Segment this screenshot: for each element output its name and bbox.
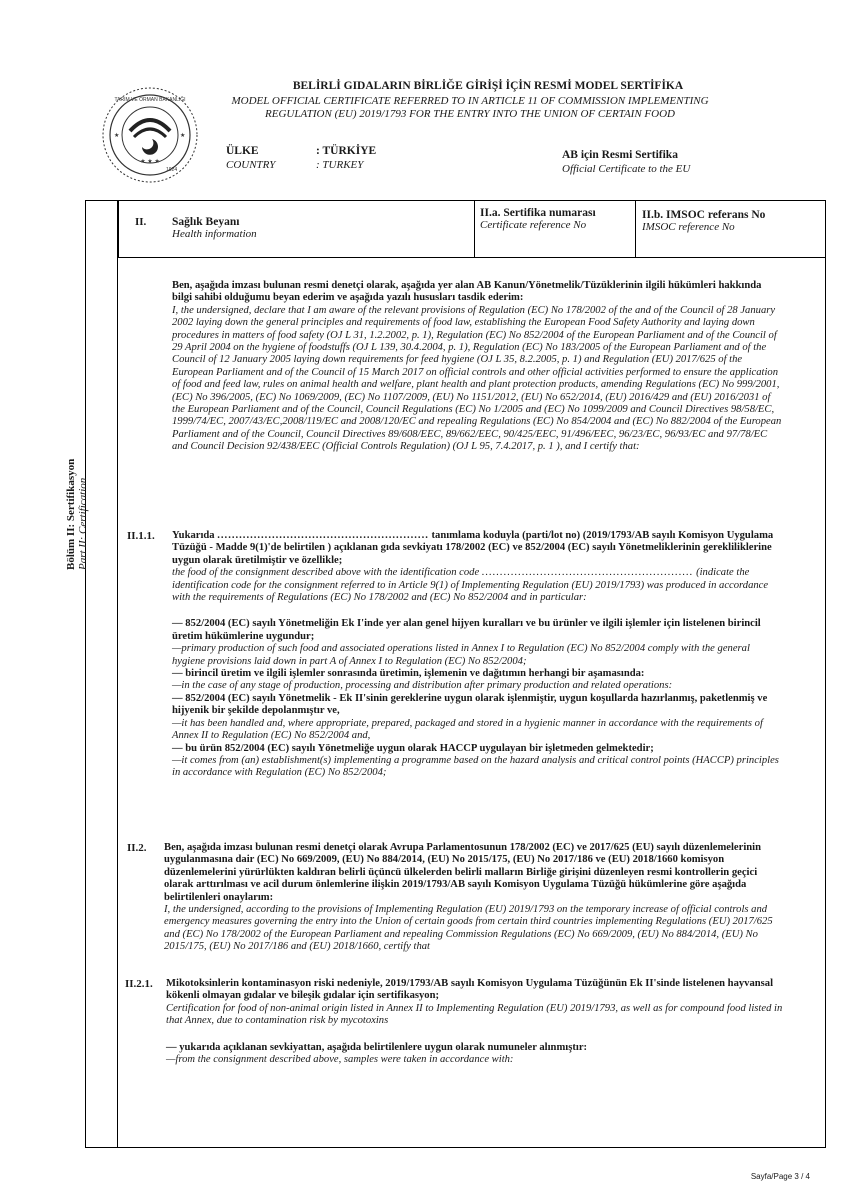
s121-tr: Mikotoksinlerin kontaminasyon riski nedeniyle, 2019/1793/AB sayılı Komisyon Uygulama Tüzüğünün Ek II'sinde listelenen hayvansal kökenli olmayan gıdalar ve bileşik gıdalar için sertifikasyon; <box>166 978 774 1002</box>
s111-tr-a: Yukarıda <box>172 530 215 541</box>
s121-block <box>166 978 784 1066</box>
s12-block <box>164 842 784 954</box>
s111-p3-tr: — 852/2004 (EC) sayılı Yönetmelik - Ek II'sinin gereklerine uygun olarak işlenmiştir, uygun koşullarda hazırlanmış, paketlenmiş ve hijyenik bir şekilde depolanmıştır ve, <box>172 692 768 717</box>
intro-tr: Ben, aşağıda imzası bulunan resmi denetçi olarak, aşağıda yer alan AB Kanun/Yönetmelik/Tüzüklerinin ilgili hükümleri hakkında bilgi sahibi olduğumu beyan ederim ve aşağıda yazılı hususları tasdik ederim: <box>172 280 762 304</box>
title-en-line-1: MODEL OFFICIAL CERTIFICATE REFERRED TO IN ARTICLE 11 OF COMMISSION IMPLEMENTING <box>231 95 709 107</box>
title-en <box>190 95 750 121</box>
cert-type-tr: AB için Resmi Sertifika <box>562 149 678 161</box>
ref-b-label-en: IMSOC reference No <box>642 221 735 233</box>
s111-en-a: the food of the consignment described above with the identification code <box>172 567 480 579</box>
s111-p4-en: —it comes from (an) establishment(s) implementing a programme based on the hazard analysis and critical control points (HACCP) principles in accordance with Regulation (EC) No 852/2004; <box>172 754 779 779</box>
side-label-en: Part II: Certification <box>77 477 89 570</box>
s121-en: Certification for food of non-animal origin listed in Annex II to Implementing Regulation (EU) 2019/1793, as well as for compound food listed in that Annex, due to contamination risk by mycotoxins <box>166 1002 783 1027</box>
s111-p4-tr: — bu ürün 852/2004 (EC) sayılı Yönetmeliğe uygun olarak HACCP uygulayan bir işletmeden gelmektedir; <box>172 742 654 754</box>
s12-tr: Ben, aşağıda imzası bulunan resmi denetçi olarak Avrupa Parlamentosunun 178/2002 (EC) ve 2017/625 (EU) sayılı düzenlemelerinin uygulanmasına dair (EC) No 669/2009, (EU) No 884/2014, (EU) No 2015/175, (EU) No 2017/186 ve (EU) 2018/1660 komisyon düzenlemelerini yürürlükten kaldıran belirli üçüncü ülkelerden belirli malların Birliğe girişini düzenleyen resmi kontrollerin geçici olarak arttırılması ve acil durum önlemlerine ilişkin 2019/1793/AB sayılı Komisyon Uygulama Tüzüğü hükümlerine göre aşağıda belirtilenleri onaylarım: <box>164 842 762 903</box>
section-title <box>172 216 257 240</box>
s111-en-b: (indicate the identification code for the consignment referred to in Article 9(1) of Implementing Regulation (EU) 2019/1793) was produced in accordance with the requirements of Regulations (EC) No 178/2002 and (EC) No 852/2004 and in particular: <box>172 567 769 604</box>
title-en-line-2: REGULATION (EU) 2019/1793 FOR THE ENTRY INTO THE UNION OF CERTAIN FOOD <box>265 108 675 120</box>
country-label-tr: ÜLKE <box>226 145 259 157</box>
s111-tr-dots: .......................................................... <box>217 530 429 541</box>
country-label-en: COUNTRY <box>226 159 276 171</box>
svg-text:★ ★ ★: ★ ★ ★ <box>140 159 160 165</box>
s121-p-tr: — yukarıda açıklanan sevkiyattan, aşağıda belirtilenlere uygun olarak numuneler alınmıştır: <box>166 1041 588 1053</box>
intro-paragraph <box>172 280 784 454</box>
ref-b <box>642 209 765 233</box>
section-num: II. <box>135 216 147 228</box>
country-value-tr: : TÜRKİYE <box>316 145 377 157</box>
s12-num: II.2. <box>127 842 147 854</box>
intro-en: I, the undersigned, declare that I am aware of the relevant provisions of Regulation (EC) No 178/2002 of the and of the Council of 28 January 2002 laying down the general principles and requirements of food law, establishing the European Food Safety Authority and laying down procedures in matters of food safety (OJ L 31, 1.2.2002, p. 1), Regulation (EC) No 852/2004 of the European Parliament and of the Council of 29 April 2004 on the hygiene of foodstuffs (OJ L 139, 30.4.2004, p. 1), Regulation (EC) No 183/2005 of the European Parliament and of the Council of 12 January 2005 laying down requirements for feed hygiene (OJ L 35, 8.2.2005, p. 1) and Regulation (EU) 2017/625 of the European Parliament and of the Council of 15 March 2017 on official controls and other official activities performed to ensure the application of food and feed law, rules on animal health and welfare, plant health and plant protection products, amending Regulations (EC) No 999/2001, (EC) No 396/2005, (EC) No 1069/2009, (EC) No 1107/2009, (EU) No 1151/2012, (EU) No 652/2014, (EU) 2016/429 and (EU) 2016/2031 of the European Parliament and of the Council, Council Regulations (EC) No 1/2005 and (EC) No 1099/2009 and Council Directives 98/58/EC, 1999/74/EC, 2007/43/EC,2008/119/EC and 2008/120/EC and repealing Regulations (EC) No 854/2004 and (EC) No 882/2004 of the European Parliament and of the Council, Council Directives 89/608/EEC, 89/662/EEC, 90/425/EEC, 91/496/EEC, 96/23/EC, 96/93/EC and 97/78/EC and Council Decision 92/438/EEC (Official Controls Regulation) (OJ L 95, 7.4.2017, p. 1 ), and I certify that: <box>172 304 782 453</box>
title-tr: BELİRLİ GIDALARIN BİRLİĞE GİRİŞİ İÇİN RESMİ MODEL SERTİFİKA <box>292 80 684 92</box>
ref-a-label-en: Certificate reference No <box>480 219 587 231</box>
s111-tr-b: tanımlama koduyla (parti/lot no) (2019/1793/AB sayılı Komisyon Uygulama Tüzüğü - Madde 9(1)'de belirtilen ) açıklanan gıda sevkiyatı 178/2002 (EC) ve 852/2004 (EC) sayılı Yönetmeliklerinin gerekliliklerine uygun olarak üretilmiştir ve özellikle; <box>172 530 774 566</box>
side-label-tr: Bölüm II: Sertifikasyon <box>65 458 77 570</box>
svg-text:TARIM VE ORMAN BAKANLIĞI: TARIM VE ORMAN BAKANLIĞI <box>114 97 186 103</box>
page-number: Sayfa/Page 3 / 4 <box>750 1172 810 1181</box>
country-value-en: : TURKEY <box>316 159 364 171</box>
section-title-tr: Sağlık Beyanı <box>172 216 240 228</box>
s111-num: II.1.1. <box>127 530 155 542</box>
s111-p2-tr: — birincil üretim ve ilgili işlemler sonrasında üretimin, işlemenin ve dağıtımın herhangi bir aşamasında: <box>172 668 645 680</box>
s111-p1-en: —primary production of such food and associated operations listed in Annex I to Regulation (EC) No 852/2004 comply with the general hygiene provisions laid down in part A of Annex I to Regulation (EC) No 852/2004; <box>172 643 750 667</box>
s111-tr <box>172 530 784 567</box>
ref-b-label-tr: II.b. IMSOC referans No <box>642 209 766 221</box>
s12-en: I, the undersigned, according to the provisions of Implementing Regulation (EU) 2019/1793 on the temporary increase of official controls and emergency measures governing the entry into the Union of certain goods from certain third countries implementing Regulations (EU) 2017/625 and (EC) No 178/2002 of the European Parliament and repealing Commission Regulations (EC) No 669/2009, (EU) No 884/2014, (EU) No 2015/175, (EU) No 2017/186 and (EU) 2018/1660, certify that <box>164 904 773 953</box>
s111-p1-tr: — 852/2004 (EC) sayılı Yönetmeliğin Ek I'inde yer alan genel hijyen kuralları ve bu ürünler ve ilgili işlemler için listelenen birincil üretim hükümlerine uygundur; <box>172 618 761 642</box>
section-title-en: Health information <box>172 228 257 240</box>
s111-p2-en: —in the case of any stage of production, processing and distribution after primary production and related operations: <box>172 680 673 692</box>
svg-text:★: ★ <box>180 133 186 139</box>
s111-en <box>172 567 784 604</box>
ref-a <box>480 207 596 231</box>
s111-block <box>172 530 784 780</box>
side-label <box>65 420 125 570</box>
s111-en-dots: .......................................................... <box>481 567 694 579</box>
ref-a-label-tr: II.a. Sertifika numarası <box>480 207 596 219</box>
ministry-seal-icon <box>100 85 200 185</box>
s111-p3-en: —it has been handled and, where appropriate, prepared, packaged and stored in a hygienic manner in accordance with the requirements of Annex II to Regulation (EC) No 852/2004 and, <box>172 717 763 742</box>
cert-type-en: Official Certificate to the EU <box>562 163 691 175</box>
s121-num: II.2.1. <box>125 978 153 990</box>
svg-text:★: ★ <box>114 133 120 139</box>
svg-text:1924: 1924 <box>166 167 178 173</box>
side-column <box>85 200 118 1148</box>
s121-p-en: —from the consignment described above, samples were taken in accordance with: <box>166 1054 514 1066</box>
